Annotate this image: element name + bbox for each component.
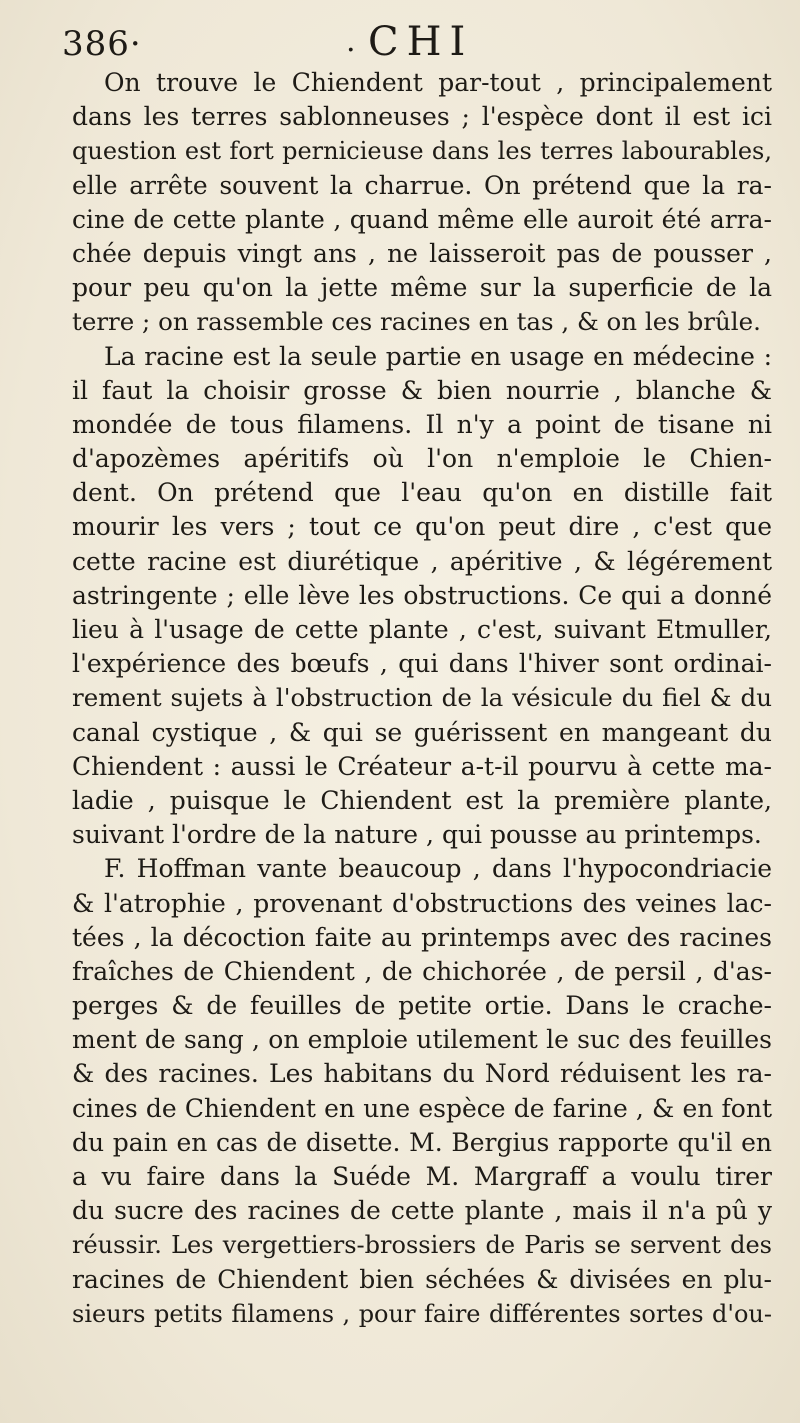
text-line: pour peu qu'on la jette même sur la superficie de la [72,273,772,303]
text-line: Chiendent : aussi le Créateur a-t-il pourvu à cette ma- [72,751,772,781]
text-line: cette racine est diurétique , apéritive , & légérement [72,546,772,576]
text-line: racines de Chiendent bien séchées & divisées en plu- [72,1264,772,1294]
text-line: cine de cette plante , quand même elle auroit été arra- [72,204,772,234]
text-line: sieurs petits filamens , pour faire différentes sortes d'ou- [72,1299,772,1328]
text-line: rement sujets à l'obstruction de la vésicule du fiel & du [72,683,772,713]
text-line: On trouve le Chiendent par-tout , principalement [104,68,772,97]
text-line: F. Hoffman vante beaucoup , dans l'hypocondriacie [104,854,772,884]
page-number: 386· [62,24,142,64]
text-line: canal cystique , & qui se guérissent en mangeant du [72,717,772,747]
text-line: du sucre des racines de cette plante , mais il n'a pû y [72,1196,772,1226]
running-head [62,16,770,72]
text-line: astringente ; elle lève les obstructions. Ce qui a donné [72,580,772,610]
text-line: terre ; on rassemble ces racines en tas , & on les brûle. [72,307,761,337]
text-line: dent. On prétend que l'eau qu'on en distille fait [72,478,772,508]
text-line: lieu à l'usage de cette plante , c'est, suivant Etmuller, [72,615,772,644]
text-line: il faut la choisir grosse & bien nourrie , blanche & [72,375,772,405]
text-line: suivant l'ordre de la nature , qui pousse au printemps. [72,820,762,850]
text-line: & l'atrophie , provenant d'obstructions des veines lac- [72,888,772,918]
text-line: ment de sang , on emploie utilement le suc des feuilles [72,1025,772,1055]
text-line: dans les terres sablonneuses ; l'espèce dont il est ici [72,102,772,132]
text-line: d'apozèmes apéritifs où l'on n'emploie le Chien- [72,444,772,474]
text-line: elle arrête souvent la charrue. On prétend que la ra- [72,170,772,200]
text-line: cines de Chiendent en une espèce de farine , & en font [72,1093,772,1123]
text-line: mourir les vers ; tout ce qu'on peut dire , c'est que [72,512,772,542]
text-line: l'expérience des bœufs , qui dans l'hiver sont ordinai- [72,649,772,679]
text-line: du pain en cas de disette. M. Bergius rapporte qu'il en [72,1127,772,1157]
text-line: réussir. Les vergettiers-brossiers de Paris se servent des [72,1231,772,1260]
text-line: question est fort pernicieuse dans les terres labourables, [72,137,772,166]
text-line: tées , la décoction faite au printemps avec des racines [72,922,772,952]
text-line: a vu faire dans la Suéde M. Margraff a voulu tirer [72,1162,772,1191]
text-line: chée depuis vingt ans , ne laisseroit pas de pousser , [72,238,772,268]
body-text [72,66,772,1331]
header-dot: . [346,24,356,59]
text-line: fraîches de Chiendent , de chichorée , de persil , d'as- [72,956,772,986]
text-line: perges & de feuilles de petite ortie. Dans le crache- [72,991,772,1021]
text-line: & des racines. Les habitans du Nord réduisent les ra- [72,1059,772,1089]
text-line: ladie , puisque le Chiendent est la première plante, [72,785,772,815]
text-line: La racine est la seule partie en usage en médecine : [104,341,772,371]
running-title: CHI [368,19,474,65]
text-line: mondée de tous filamens. Il n'y a point de tisane ni [72,409,772,439]
